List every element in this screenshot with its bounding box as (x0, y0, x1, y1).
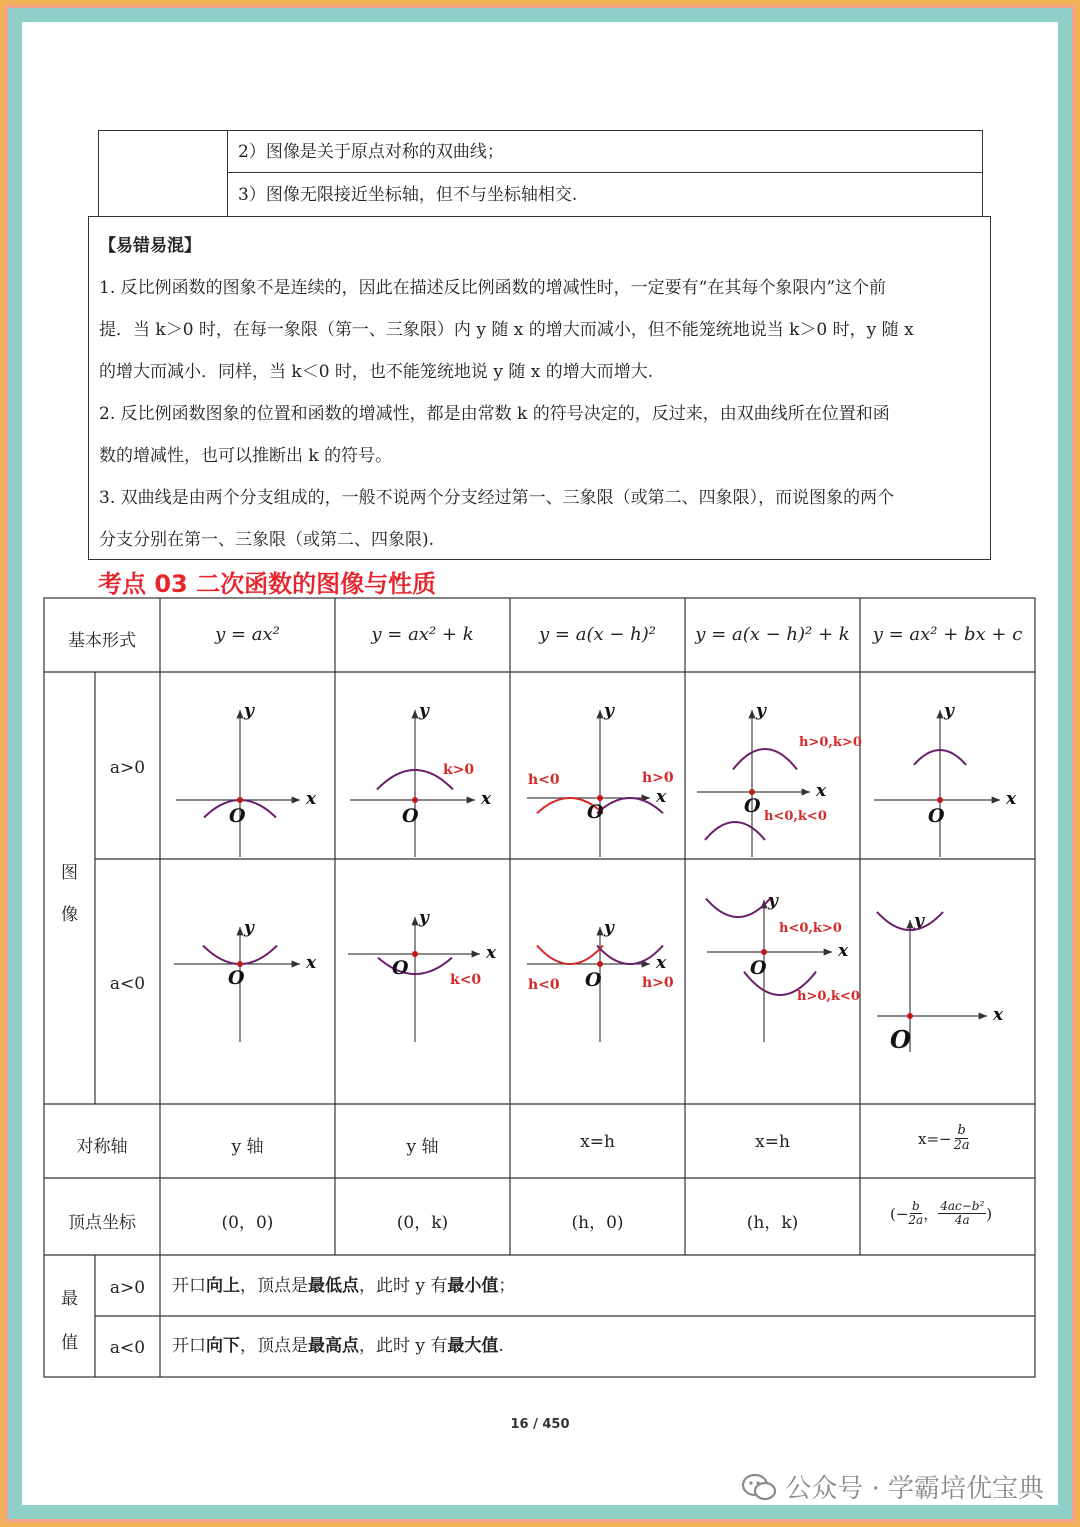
y-label-1b: y (244, 918, 254, 938)
y-label-5a: y (944, 701, 954, 721)
origin-label-3b: O (585, 969, 602, 991)
parabola-4a-lower (705, 822, 765, 840)
mistakes-title: 【易错易混】 (99, 236, 201, 256)
x-label-4a: x (816, 781, 827, 801)
mistakes-line-1: 1. 反比例函数的图象不是连续的，因此在描述反比例函数的增减性时，一定要有“在其每个象限内”这个前 (99, 278, 887, 298)
top-table-row-2: 3）图像无限接近坐标轴，但不与坐标轴相交. (238, 185, 578, 205)
vertex-value-2: (0，k) (396, 1213, 449, 1233)
x-label-2b: x (486, 943, 497, 963)
vertex-value-1: (0，0) (221, 1213, 274, 1233)
axis-value-3: x=h (580, 1132, 615, 1152)
graph-label-2: 像 (61, 905, 78, 925)
origin-label-3a: O (587, 801, 604, 823)
wechat-icon (741, 1473, 777, 1501)
k-pos-label: k>0 (443, 762, 475, 778)
axis-label: 对称轴 (76, 1137, 128, 1157)
x-label-5b: x (993, 1005, 1004, 1025)
vertex-value-5: (− $\frac{b}{2a}$ ， 4ac−b² 4a ) (890, 1199, 993, 1228)
watermark (741, 1468, 1044, 1505)
axis-value-4: x=h (755, 1132, 790, 1152)
origin-label-5b: O (890, 1025, 911, 1054)
x-label-5a: x (1006, 789, 1017, 809)
x-label-1b: x (306, 953, 317, 973)
axis-value-2: y 轴 (406, 1137, 439, 1157)
y-label-2a: y (419, 701, 429, 721)
y-label-1a: y (244, 701, 254, 721)
x-label-3b: x (656, 953, 667, 973)
vertex-dot-2b (412, 951, 418, 957)
x-label-2a: x (481, 789, 492, 809)
y-label-5b: y (914, 911, 924, 931)
vertex-dot-4b (761, 949, 767, 955)
origin-label-2a: O (402, 805, 419, 827)
parabola-4a-upper (733, 749, 797, 769)
vertex-dot-5a (937, 797, 943, 803)
vertex-value-4: (h，k) (746, 1213, 799, 1233)
y-label-2b: y (419, 908, 429, 928)
y-label-4b: y (768, 891, 778, 911)
y-label-4a: y (756, 701, 766, 721)
x-label-4b: x (838, 941, 849, 961)
h-pos-label-b: h>0 (642, 975, 674, 991)
mistakes-line-4: 2. 反比例函数图象的位置和函数的增减性，都是由常数 k 的符号决定的，反过来，由双曲线所在位置和函 (99, 404, 890, 424)
origin-label-1b: O (228, 967, 245, 989)
hk-pos-label: h>0,k>0 (799, 735, 862, 750)
x-label-1a: x (306, 789, 317, 809)
origin-label-2b: O (392, 957, 409, 979)
a-positive-label: a>0 (109, 758, 146, 778)
origin-label-1a: O (229, 805, 246, 827)
parabola-3b-right (597, 945, 663, 963)
vertex-dot-1a (237, 797, 243, 803)
top-table-row-1: 2）图像是关于原点对称的双曲线； (238, 142, 504, 162)
vertex-dot-2a (412, 797, 418, 803)
form-2: y = ax² + k (371, 624, 474, 645)
extreme-a-positive: a>0 (109, 1278, 146, 1298)
vertex-dot-5b (907, 1013, 913, 1019)
vertex-value-3: (h，0) (571, 1213, 624, 1233)
h-neg-label-b: h<0 (528, 977, 560, 993)
parabola-3b-left (537, 945, 603, 963)
h-neg-label-a: h<0 (528, 772, 560, 788)
hk-mix1-label: h<0,k>0 (779, 921, 842, 936)
form-1: y = ax² (215, 624, 280, 645)
mistakes-line-5: 数的增减性，也可以推断出 k 的符号。 (99, 446, 393, 466)
vertex-dot-3b (597, 961, 603, 967)
extreme-a-negative: a<0 (109, 1338, 146, 1358)
mistakes-line-3: 的增大而减小．同样，当 k＜0 时，也不能笼统地说 y 随 x 的增大而增大. (99, 362, 654, 382)
form-5: y = ax² + bx + c (872, 624, 1023, 645)
x-label-3a: x (656, 787, 667, 807)
mistakes-line-2: 提．当 k＞0 时，在每一象限（第一、三象限）内 y 随 x 的增大而减小，但不能笼统地说当 k＞0 时，y 随 x (99, 320, 914, 340)
y-label-3a: y (604, 701, 614, 721)
parabola-4b-upper (706, 899, 770, 917)
vertex-label: 顶点坐标 (68, 1213, 136, 1233)
axis-value-5: x=− $\frac{b}{2a}$ (918, 1123, 970, 1154)
form-3: y = a(x − h)² (539, 624, 656, 645)
origin-label-4b: O (750, 957, 767, 979)
form-label: 基本形式 (68, 631, 136, 651)
mistakes-line-6: 3. 双曲线是由两个分支组成的，一般不说两个分支经过第一、三象限（或第二、四象限），而说图象的两个 (99, 488, 895, 508)
extreme-negative-text: 开口向下，顶点是最高点，此时 y 有最大值. (172, 1336, 504, 1356)
graph-label-1: 图 (61, 863, 78, 883)
a-negative-label: a<0 (109, 974, 146, 994)
hk-neg-label: h<0,k<0 (764, 809, 827, 824)
watermark-text: 公众号 · 学霸培优宝典 (785, 1474, 1044, 1504)
page-number: 16 / 450 (510, 1417, 570, 1432)
y-label-3b: y (604, 918, 614, 938)
extreme-label-1: 最 (61, 1289, 78, 1309)
section-title: 考点 03 二次函数的图像与性质 (98, 570, 437, 598)
axis-fraction: $\frac{b}{2a}$ (953, 1123, 970, 1154)
h-pos-label-a: h>0 (642, 770, 674, 786)
form-4: y = a(x − h)² + k (695, 624, 850, 645)
mistakes-line-7: 分支分别在第一、三象限（或第二、四象限). (99, 530, 435, 550)
extreme-label-2: 值 (61, 1333, 78, 1353)
parabola-3a-right (597, 798, 663, 813)
origin-label-5a: O (928, 805, 945, 827)
document-page (22, 22, 1058, 1505)
axis-value-1: y 轴 (231, 1137, 264, 1157)
hk-mix2-label: h>0,k<0 (797, 989, 860, 1004)
k-neg-label: k<0 (450, 972, 482, 988)
origin-label-4a: O (744, 795, 761, 817)
extreme-positive-text: 开口向上，顶点是最低点，此时 y 有最小值； (172, 1276, 516, 1296)
